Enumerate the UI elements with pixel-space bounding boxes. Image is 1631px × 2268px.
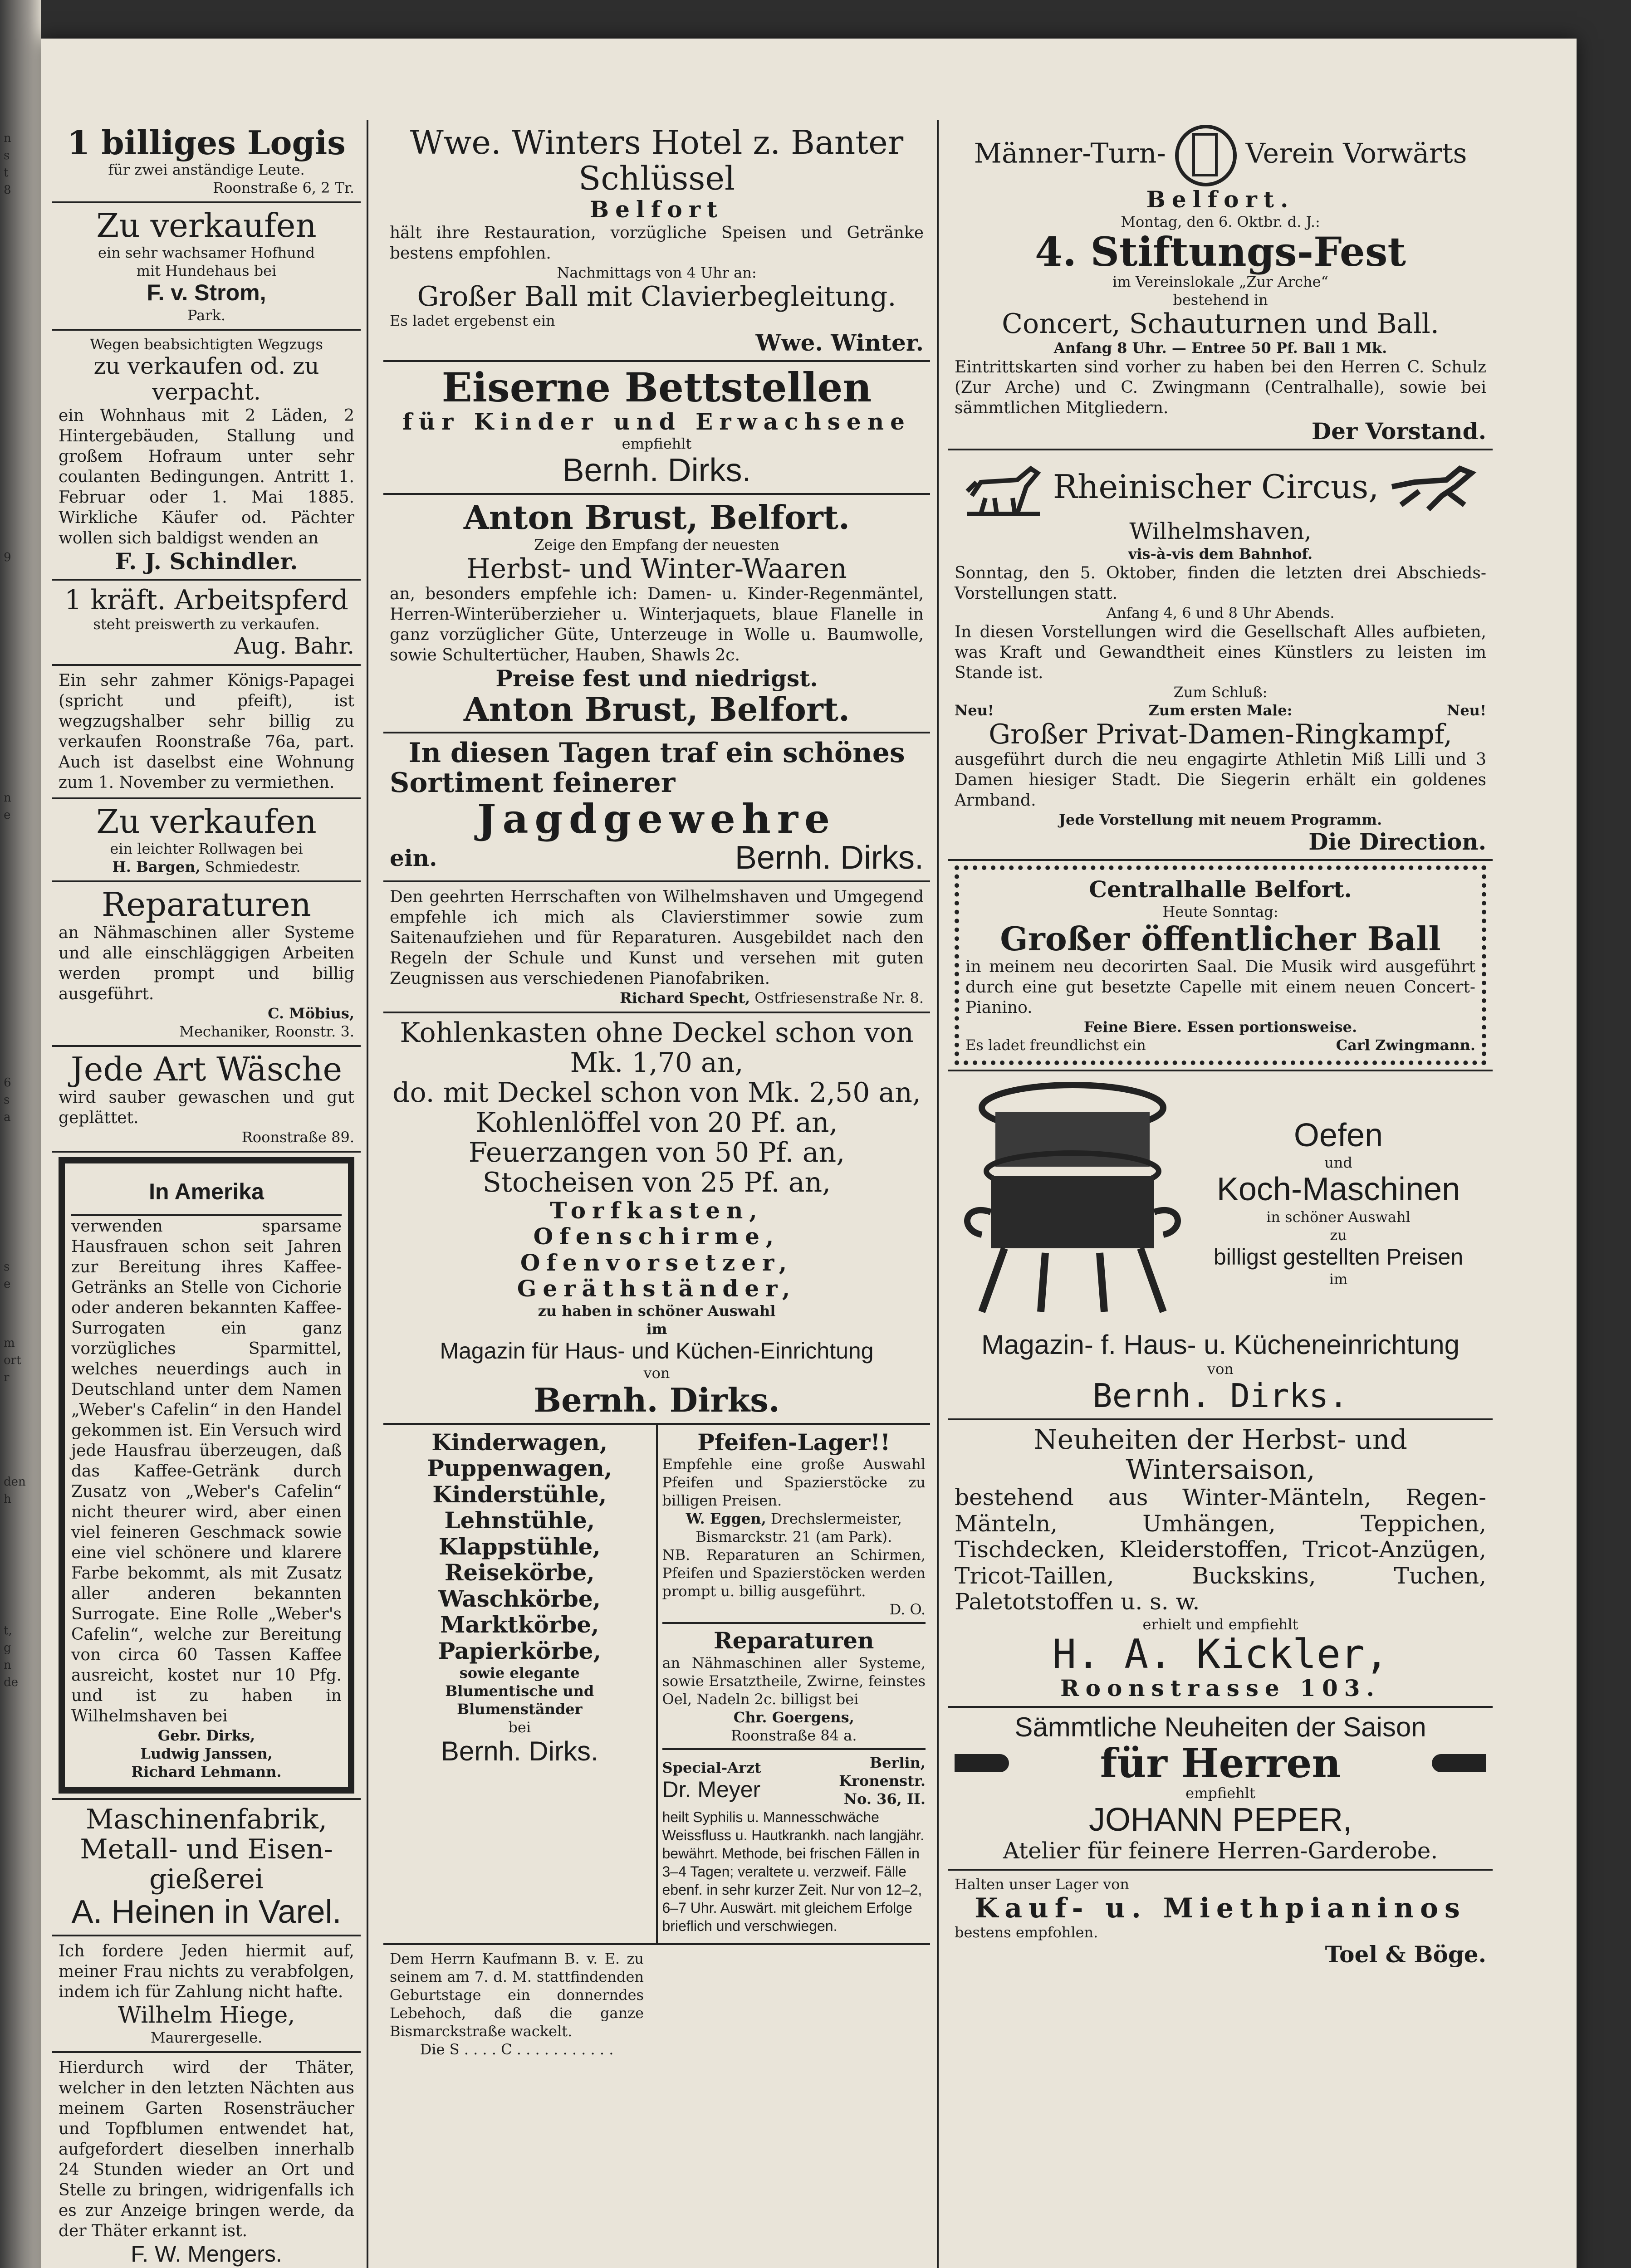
ad-heading: Kauf- u. Miethpianinos	[975, 1892, 1466, 1924]
ad-body: an, besonders empfehle ich: Damen- u. Kinder-Regenmäntel, Herren-Winterüberzieher u. Winterjaquets, blaue Flanelle in ganz vorzüglicher Güte, Unterzeuge in Wolle u. Baumwolle, sowie Schultertücher, Hauben, Shawls 2c.	[390, 584, 924, 665]
ad-text: Maschinenfabrik,	[86, 1803, 327, 1835]
ad-body: In diesen Vorstellungen wird die Gesellschaft Alles aufbieten, was Kraft und Gewandtheit eines Künstlers zu leisten im Stande ist.	[955, 622, 1486, 682]
ad-line: Feuerzangen von 50 Pf. an,	[468, 1136, 845, 1168]
ad-place: Mechaniker, Roonstr. 3.	[179, 1023, 354, 1041]
ad-text: Blumentische und Blumenständer	[445, 1682, 594, 1718]
ad-meyer	[662, 1750, 926, 1939]
ad-name: Wilhelm Hiege,	[118, 2002, 295, 2028]
spine-char: g	[4, 1641, 11, 1655]
ad-turnverein	[948, 120, 1493, 450]
ad-place: Roonstraße 84 a.	[730, 1726, 857, 1744]
ad-date: Montag, den 6. Oktbr. d. J.:	[1121, 213, 1320, 230]
ad-text: Herbst- und Winter-Waaren	[466, 552, 847, 585]
ad-item: Kinderwagen,	[431, 1428, 608, 1456]
ad-body: verwenden sparsame Hausfrauen schon seit Jahren zur Bereitung ihres Kaffee-Getränks an Stelle von Cichorie oder anderen bekannten Kaffee-Surrogaten ein ganz vorzügliches Sparmittel, welches neuerdings auch in Deutschland unter dem Namen „Weber's Cafelin“ in den Handel gekommen ist. Ein Versuch wird jede Hausfrau überzeugen, daß das Kaffee-Getränk durch Zusatz von „Weber's Cafelin“ nicht theurer wird, aber einen viel feineren Geschmack sowie eine viel schönere und klarere Farbe bekommt, als mit Zusatz aller anderen bekannten Surrogate. Eine Rolle „Weber's Cafelin“, welche zur Bereitung von circa 60 Tassen Kaffee ausreicht, kostet nur 10 Pfg. und ist zu haben in Wilhelmshaven bei	[71, 1217, 342, 1725]
ad-text: Atelier für feinere Herren-Garderobe.	[1003, 1838, 1438, 1864]
ad-body: Hierdurch wird der Thäter, welcher in den letzten Nächten aus meinem Garten Rosensträucher und Topfblumen entwendet hat, aufgefordert dieselben innerhalb 24 Stunden wieder an Ort und Stelle zu bringen, widrigenfalls ich es zur Anzeige bringen werde, da der Thäter erkannt ist.	[59, 2058, 354, 2240]
ad-place: Belfort	[589, 196, 724, 223]
ad-line: Torfkasten,	[550, 1197, 764, 1224]
ad-place: Belfort.	[1146, 186, 1295, 213]
ad-jagd	[383, 733, 930, 882]
column-rule	[367, 120, 368, 2268]
ad-reparaturen	[52, 882, 361, 1047]
ad-heinen	[52, 1798, 361, 1936]
ad-text: Zum ersten Male:	[1148, 701, 1293, 719]
ad-body: Den geehrten Herrschaften von Wilhelmshaven und Umgegend empfehle ich mich als Clavierstimmer sowie zum Saitenaufziehen und für Reparaturen. Ausgebildet nach den Regeln der Schule und Kunst und versehen mit guten Zeugnissen aus verschiedenen Pianofabriken.	[390, 887, 924, 988]
ad-text: im Vereinslokale „Zur Arche“	[1112, 273, 1328, 290]
ad-text: Jede Vorstellung mit neuem Programm.	[1058, 811, 1382, 828]
ad-place: Park.	[187, 306, 226, 324]
ad-text: steht preiswerth zu verkaufen.	[93, 616, 320, 633]
ad-wohnhaus	[52, 331, 361, 581]
ad-name: Aug. Bahr.	[234, 633, 354, 660]
ad-body: in meinem neu decorirten Saal. Die Musik wird ausgeführt durch eine gut besetzte Capelle mit einem neuen Concert-Pianino.	[965, 958, 1475, 1017]
ad-title: A. Heinen in Varel.	[71, 1893, 342, 1930]
ad-kohlen	[383, 1013, 930, 1425]
ad-text: Anfang 4, 6 und 8 Uhr Abends.	[1106, 604, 1335, 621]
ad-title: Centralhalle Belfort.	[1089, 876, 1352, 903]
ad-title: Koch-Maschinen	[1216, 1171, 1460, 1208]
ad-text: ein.	[390, 844, 437, 871]
ad-text: bestens empfohlen.	[955, 1923, 1098, 1941]
ad-text: Sortiment feinerer	[390, 767, 676, 799]
ad-name: Carl Zwingmann.	[1336, 1036, 1475, 1054]
ad-body: wird sauber gewaschen und gut geplättet.	[59, 1088, 354, 1128]
spine-char: s	[4, 1093, 10, 1107]
ad-line: von	[643, 1364, 670, 1382]
ad-title: 1 kräft. Arbeitspferd	[64, 584, 348, 616]
ad-border	[955, 865, 1486, 1065]
pointing-hand-icon	[1432, 1754, 1486, 1772]
ad-split-row	[383, 1425, 930, 1945]
ad-papagei	[52, 666, 361, 799]
ad-text: No. 36, II.	[843, 1790, 926, 1808]
ad-text: Wegen beabsichtigten Wegzugs	[90, 335, 323, 353]
ad-title: Wwe. Winters Hotel z. Banter Schlüssel	[410, 123, 904, 198]
ad-centralhalle	[948, 861, 1493, 1071]
ad-text: Kronenstr.	[839, 1772, 926, 1789]
ad-line: Mk. 1,70 an,	[570, 1046, 744, 1079]
spine-char: t	[4, 166, 9, 180]
ad-body: Ein sehr zahmer Königs-Papagei (spricht und pfeift), ist wegzugshalber sehr billig zu verkaufen Roonstraße 76a, part. Auch ist daselbst eine Wohnung zum 1. November zu vermiethen.	[59, 671, 354, 792]
ad-body: an Nähmaschinen aller Systeme und alle einschläggigen Arbeiten werden prompt und billig ausgeführt.	[59, 924, 354, 1004]
ad-text: billigst gestellten Preisen	[1213, 1244, 1464, 1270]
ad-text: erhielt und empfiehlt	[1142, 1615, 1298, 1633]
spine-char: t,	[4, 1624, 12, 1637]
ad-line: Ofenschirme,	[533, 1223, 780, 1250]
ad-title: Jagdgewehre	[477, 795, 837, 843]
ad-body: Eintrittskarten sind vorher zu haben bei den Herren C. Schulz (Zur Arche) und C. Zwingmann (Centralhalle), sowie bei sämmtlichen Mitgliedern.	[955, 357, 1486, 417]
ad-name: Bernh. Dirks.	[735, 839, 924, 876]
ad-line: do. mit Deckel schon von Mk. 2,50 an,	[392, 1076, 921, 1109]
ad-text: für zwei anständige Leute.	[108, 161, 305, 179]
ad-item: Lehnstühle,	[444, 1507, 595, 1534]
ad-text: Magazin- f. Haus- u. Kücheneinrichtung	[981, 1330, 1460, 1360]
ad-text: Nachmittags von 4 Uhr an:	[557, 264, 757, 281]
ad-name: Toel & Böge.	[1325, 1941, 1486, 1968]
ad-title: Neuheiten der Herbst- und Wintersaison,	[1033, 1424, 1407, 1486]
ad-oefen	[948, 1071, 1493, 1420]
column-middle	[383, 120, 930, 2063]
ad-line: Kohlenlöffel von 20 Pf. an,	[475, 1106, 838, 1139]
ad-place: Roonstraße 89.	[241, 1129, 354, 1146]
ad-text: zu	[1330, 1226, 1347, 1244]
ad-amerika	[52, 1153, 361, 1798]
ad-body: ein Wohnhaus mit 2 Läden, 2 Hintergebäuden, Stallung und großem Hofraum unter sehr coulanten Bedingungen. Antritt 1. Februar oder 1. Mai 1885. Wirkliche Käufer od. Pächter wollen sich baldigst wenden an	[59, 406, 354, 547]
ad-body: Sonntag, den 5. Oktober, finden die letzten drei Abschieds-Vorstellungen statt.	[955, 563, 1486, 603]
ad-title: In Amerika	[71, 1170, 342, 1216]
ad-item: Klappstühle,	[438, 1533, 601, 1560]
ad-title: Oefen	[1293, 1117, 1383, 1154]
ad-name: F. W. Mengers.	[131, 2241, 282, 2267]
ad-name: Bernh. Dirks.	[441, 1736, 598, 1767]
spine-fragments	[0, 0, 27, 2268]
ad-item: Puppenwagen,	[427, 1455, 612, 1482]
ad-body: bestehend aus Winter-Mänteln, Regen-Mänteln, Umhängen, Teppichen, Tischdecken, Kleiderstoffen, Tricot-Anzügen, Tricot-Taillen, Buckskins, Tuchen, Paletotstoffen u. s. w.	[955, 1484, 1486, 1615]
ad-heading: für Herren	[1100, 1739, 1341, 1787]
ad-place: Roonstrasse 103.	[1060, 1675, 1381, 1702]
ad-text: Halten unser Lager von	[955, 1875, 1130, 1893]
ad-text: Preise fest und niedrigst.	[495, 665, 818, 692]
ad-waesche	[52, 1047, 361, 1153]
ad-text: Neu!	[1447, 701, 1486, 719]
ad-address: Roonstraße 6, 2 Tr.	[213, 179, 354, 197]
ad-text: empfiehlt	[1185, 1784, 1255, 1802]
ad-line: Geräthständer,	[517, 1275, 797, 1302]
spine-char: den	[4, 1475, 26, 1489]
ad-title: Pfeifen-Lager!!	[697, 1428, 891, 1456]
spine-char: h	[4, 1492, 11, 1506]
ad-name: F. J. Schindler.	[115, 547, 298, 575]
ad-item: Kinderstühle,	[432, 1481, 607, 1508]
ad-name: Bernh. Dirks.	[534, 1381, 780, 1420]
ad-text: Wilhelmshaven,	[1129, 518, 1312, 545]
ad-body: Empfehle eine große Auswahl Pfeifen und Spazierstöcke zu billigen Preisen.	[662, 1456, 926, 1510]
ad-text: Neu!	[955, 701, 994, 719]
ad-title: Anton Brust, Belfort.	[463, 690, 850, 729]
ad-item: Papierkörbe,	[438, 1637, 601, 1664]
ad-specht	[383, 882, 930, 1013]
ad-body: Ich fordere Jeden hiermit auf, meiner Frau nichts zu verabfolgen, indem ich für Zahlung nicht hafte.	[59, 1942, 354, 2002]
ad-title: Verein Vorwärts	[1245, 137, 1467, 170]
spine-char: 6	[4, 1076, 11, 1090]
ad-kinderwagen	[383, 1425, 658, 1943]
newspaper-page	[41, 39, 1577, 2268]
spine-char: n	[4, 791, 11, 805]
ad-line: Kohlenkasten ohne Deckel schon von	[400, 1017, 914, 1049]
turnverein-emblem-icon	[1175, 125, 1237, 186]
ad-text: gießerei	[149, 1863, 264, 1895]
ad-body: an Nähmaschinen aller Systeme, sowie Ersatztheile, Zwirne, feinstes Oel, Nadeln 2c. billigst bei	[662, 1654, 926, 1708]
ad-text: Zum Schluß:	[1173, 683, 1268, 701]
ad-text: Zeige den Empfang der neuesten	[534, 536, 779, 553]
ad-sig: Die S . . . . C . . . . . . . . . . .	[420, 2040, 614, 2058]
spine-char: s	[4, 149, 10, 162]
ad-text: sowie elegante	[459, 1664, 580, 1682]
ad-text: Feine Biere. Essen portionsweise.	[1083, 1018, 1357, 1036]
ad-sig: Die Direction.	[1308, 828, 1486, 855]
ad-name: F. v. Strom,	[147, 280, 266, 306]
ad-body: Dem Herrn Kaufmann B. v. E. zu seinem am 7. d. M. stattfindenden Geburtstage ein donnerndes Lebehoch, daß die ganze Bismarckstraße wackelt.	[390, 1950, 644, 2040]
ad-name: Bernh. Dirks.	[562, 452, 751, 489]
ad-title: Zu verkaufen	[96, 802, 317, 841]
ad-item: Marktkörbe,	[440, 1611, 599, 1638]
stove-illustration-icon	[955, 1076, 1190, 1330]
ad-body: NB. Reparaturen an Schirmen, Pfeifen und Spazierstöcken werden prompt u. billig ausgeführt.	[662, 1546, 926, 1600]
spine-char: a	[4, 1110, 11, 1124]
spine-char: n	[4, 132, 11, 145]
ad-text: Heute Sonntag:	[1162, 903, 1278, 920]
ad-text: Anfang 8 Uhr. — Entree 50 Pf. Ball 1 Mk.	[1053, 339, 1387, 357]
ad-name: C. Möbius,	[268, 1005, 354, 1022]
ad-text: Es ladet freundlichst ein	[965, 1036, 1146, 1054]
spine-char: ort	[4, 1354, 21, 1367]
ad-bettstellen	[383, 362, 930, 495]
ad-text: und	[1324, 1154, 1352, 1172]
ad-title: Reparaturen	[714, 1627, 874, 1654]
ad-text: bestehend in	[1173, 291, 1268, 308]
ad-line: im	[646, 1320, 667, 1338]
ad-logis	[52, 120, 361, 203]
spine-char: e	[4, 1277, 11, 1291]
ad-text: bei	[508, 1719, 531, 1736]
pointing-hand-icon	[955, 1754, 1009, 1772]
ad-name: H. A. Kickler,	[1052, 1630, 1389, 1677]
ad-heading: 4. Stiftungs-Fest	[1034, 228, 1406, 275]
spine-char: 8	[4, 183, 11, 197]
ad-place: Ostfriesenstraße Nr. 8.	[754, 989, 924, 1007]
column-rule	[937, 120, 939, 2268]
ad-body: hält ihre Restauration, vorzügliche Speisen und Getränke bestens empfohlen.	[390, 223, 924, 263]
spine-char: e	[4, 808, 11, 822]
column-left	[52, 120, 361, 2268]
ad-goergens	[662, 1624, 926, 1750]
ad-text: mit Hundehaus bei	[136, 262, 277, 280]
ad-text: Berlin,	[870, 1754, 926, 1771]
ad-text: Concert, Schauturnen und Ball.	[1002, 308, 1439, 340]
running-horse-icon	[1387, 459, 1478, 514]
ad-toel	[948, 1871, 1493, 1972]
ad-name: H. Bargen,	[112, 858, 201, 876]
ad-title: Rheinischer Circus,	[1053, 467, 1379, 506]
ad-title: Männer-Turn-	[974, 137, 1166, 170]
ad-place: Drechslermeister, Bismarckstr. 21 (am Park).	[696, 1510, 902, 1546]
ad-peper	[948, 1708, 1493, 1871]
ad-text: Es ladet ergebenst ein	[390, 312, 555, 329]
ad-text: Metall- und Eisen-	[80, 1833, 333, 1865]
ad-hotel	[383, 120, 930, 362]
ad-hiege	[52, 1936, 361, 2053]
ad-name: Richard Specht,	[620, 989, 750, 1007]
ad-title: Jede Art Wäsche	[70, 1050, 343, 1089]
spine-char: n	[4, 1658, 11, 1672]
ad-kickler	[948, 1420, 1493, 1707]
ad-text: ein leichter Rollwagen bei	[110, 840, 303, 858]
ad-line: Ofenvorsetzer,	[520, 1249, 793, 1276]
ad-pfeifen	[662, 1429, 926, 1624]
ad-title: 1 billiges Logis	[67, 123, 346, 162]
ad-hofhund	[52, 203, 361, 331]
horse-icon	[963, 455, 1044, 518]
ad-ball: Großer Ball mit Clavierbegleitung.	[417, 280, 896, 313]
ad-role: Maurergeselle.	[150, 2028, 263, 2046]
ad-title: Reparaturen	[102, 885, 311, 924]
ad-heading: Großer öffentlicher Ball	[1000, 919, 1441, 958]
ad-title: Dr. Meyer	[662, 1776, 761, 1802]
ad-name: Bernh. Dirks.	[1092, 1377, 1348, 1415]
ad-title: Eiserne Bettstellen	[441, 364, 872, 411]
ad-line: zu haben in schöner Auswahl	[538, 1302, 776, 1320]
ad-rollwagen	[52, 799, 361, 882]
ad-name: Ludwig Janssen,	[140, 1745, 273, 1762]
spine-char: s	[4, 1260, 10, 1274]
ad-text: In diesen Tagen traf ein schönes	[408, 737, 905, 769]
ad-item: Waschkörbe,	[438, 1585, 601, 1612]
spine-char: de	[4, 1676, 19, 1689]
ad-circus	[948, 450, 1493, 861]
ad-line: Stocheisen von 25 Pf. an,	[482, 1166, 831, 1198]
ad-name: Chr. Goergens,	[733, 1708, 854, 1726]
ad-place: Schmiedestr.	[205, 858, 301, 876]
ad-text: ein sehr wachsamer Hofhund	[98, 244, 315, 262]
ad-subtitle: für Kinder und Erwachsene	[402, 408, 911, 435]
ad-heading: Großer Privat-Damen-Ringkampf,	[989, 718, 1452, 750]
ad-line: Magazin für Haus- und Küchen-Einrichtung	[440, 1338, 874, 1364]
ad-brust	[383, 495, 930, 733]
ad-title: Anton Brust, Belfort.	[463, 498, 850, 537]
ad-text: von	[1207, 1360, 1234, 1378]
ad-title: zu verkaufen od. zu verpacht.	[93, 352, 319, 406]
spine-char: 9	[4, 551, 11, 564]
ad-title: Sämmtliche Neuheiten der Saison	[1014, 1711, 1426, 1742]
ad-gratulation	[383, 1945, 650, 2063]
spine-char: r	[4, 1371, 10, 1384]
ad-name: Wwe. Winter.	[755, 329, 924, 356]
ad-right-stack	[658, 1425, 931, 1943]
ad-name: JOHANN PEPER,	[1088, 1802, 1352, 1838]
ad-body: heilt Syphilis u. Mannesschwäche Weissfluss u. Hautkrankh. nach langjähr. bewährt. Methode, bei frischen Fällen in 3–4 Tagen; veraltete u. verzweif. Fälle ebenf. in sehr kurzer Zeit. Nur von 12–2, 6–7 Uhr. Auswärt. mit gleichem Erfolge brieflich und verschwiegen.	[662, 1809, 924, 1934]
ad-initials: D. O.	[889, 1601, 926, 1618]
ad-sig: Der Vorstand.	[1311, 417, 1486, 445]
ad-text: im	[1329, 1271, 1348, 1288]
ad-name: Richard Lehmann.	[131, 1763, 282, 1780]
ad-text: Special-Arzt	[662, 1759, 761, 1776]
ad-item: Reisekörbe,	[444, 1559, 595, 1586]
ad-pferd	[52, 581, 361, 666]
ad-name: W. Eggen,	[686, 1510, 766, 1528]
column-right	[948, 120, 1493, 1972]
ad-text: empfiehlt	[622, 435, 692, 453]
spine-char: m	[4, 1336, 15, 1350]
ad-mengers	[52, 2053, 361, 2268]
ad-text: in schöner Auswahl	[1266, 1208, 1411, 1226]
ad-text: vis-à-vis dem Bahnhof.	[1128, 545, 1313, 562]
ad-name: Gebr. Dirks,	[157, 1726, 255, 1744]
ad-title: Zu verkaufen	[96, 206, 317, 245]
ad-body: ausgeführt durch die neu engagirte Athletin Miß Lilli und 3 Damen hiesiger Stadt. Die Siegerin erhält ein goldenes Armband.	[955, 750, 1486, 810]
